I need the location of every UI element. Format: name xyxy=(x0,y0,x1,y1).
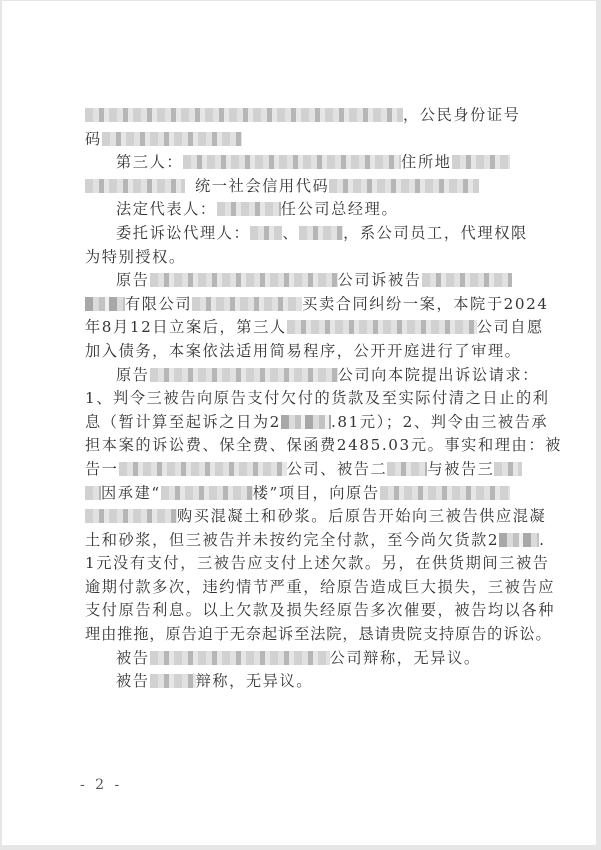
text-segment: 公司诉被告 xyxy=(337,271,422,290)
redacted-block xyxy=(422,273,512,287)
text-segment: 支付原告利息。以上欠款及损失经原告多次催要，被告均以各种 xyxy=(85,601,556,620)
line-body-21 xyxy=(85,576,556,600)
redacted-block xyxy=(150,674,196,688)
text-segment: 辩称，无异议。 xyxy=(195,672,314,691)
redacted-block xyxy=(161,486,253,500)
redacted-block xyxy=(85,509,177,523)
text-segment: 公司自愿 xyxy=(476,318,544,337)
text-segment: 有限公司 xyxy=(125,294,193,313)
line-procedure xyxy=(85,340,522,364)
text-segment: 被告 xyxy=(116,672,150,691)
line-case-intro xyxy=(85,269,522,293)
line-fees xyxy=(85,434,562,458)
redacted-block xyxy=(287,320,477,334)
redacted-block xyxy=(85,297,125,311)
text-segment: 加入债务，本案依法适用简易程序，公开开庭进行了审理。 xyxy=(85,341,522,360)
line-claim-1 xyxy=(85,387,550,411)
text-segment: 1、判令三被告向原告支付欠付的货款及至实际付清之日止的利 xyxy=(85,389,550,408)
text-segment: 担本案的诉讼费、保全费、保函费2485.03元。事实和理由：被 xyxy=(85,436,562,455)
page-number: - 2 - xyxy=(80,777,123,793)
line-case-type xyxy=(85,293,549,317)
text-segment: 第三人： xyxy=(116,153,184,172)
text-segment: . xyxy=(539,530,546,549)
redacted-block xyxy=(150,368,338,382)
redacted-amount xyxy=(281,415,331,429)
redacted-block xyxy=(119,462,287,476)
line-defendants xyxy=(85,458,522,482)
redacted-block xyxy=(494,462,522,476)
text-segment: 公司、被告二 xyxy=(286,459,388,478)
redacted-block xyxy=(150,651,330,665)
redacted-block xyxy=(250,226,282,240)
line-body-20 xyxy=(85,552,550,576)
redacted-block xyxy=(85,486,101,500)
text-segment: 任公司总经理。 xyxy=(280,200,399,219)
redacted-block xyxy=(192,297,302,311)
redacted-block xyxy=(387,462,427,476)
text-segment: 买卖合同纠纷一案，本院于2024 xyxy=(302,294,549,313)
text-segment: 理由推拖，原告迫于无奈起诉至法院，恳请贵院支持原告的诉讼。 xyxy=(85,625,552,644)
redacted-block xyxy=(329,179,479,193)
text-segment: 年8月12日立案后，第三人 xyxy=(85,318,287,337)
text-segment: ，公民身份证号 xyxy=(403,106,521,124)
text-segment: 因承建“ xyxy=(101,483,161,502)
redacted-block xyxy=(452,155,510,169)
text-segment: 息（暂计算至起诉之日为2 xyxy=(85,412,281,431)
text-segment: 原告 xyxy=(116,365,150,384)
document-page xyxy=(2,1,596,845)
line-agent xyxy=(85,222,528,246)
text-segment: 为特别授权。 xyxy=(85,247,186,266)
line-defense-2 xyxy=(85,670,522,694)
redacted-amount xyxy=(499,533,539,547)
line-authorization xyxy=(85,246,522,270)
text-segment: 法定代表人： xyxy=(116,200,217,219)
text-segment: 公司辩称，无异议。 xyxy=(329,648,481,667)
judgment-body xyxy=(85,104,562,694)
line-credit-code xyxy=(85,175,522,199)
line-body-23 xyxy=(85,623,552,647)
text-segment: 委托诉讼代理人： xyxy=(116,223,251,242)
text-segment: 、 xyxy=(282,223,300,242)
text-segment: 购买混凝土和砂浆。后原告开始向三被告供应混凝 xyxy=(177,507,547,526)
redacted-block xyxy=(150,273,338,287)
redacted-block xyxy=(102,132,242,146)
redacted-block xyxy=(217,202,281,216)
line-interest-amount xyxy=(85,411,549,435)
text-segment: 告一 xyxy=(85,459,119,478)
text-segment: 公司向本院提出诉讼请求： xyxy=(337,365,540,384)
line-project xyxy=(85,482,522,506)
text-segment: .81元）；2、判令由三被告承 xyxy=(330,412,549,431)
line-claims-intro xyxy=(85,364,540,388)
line-purchase xyxy=(85,505,547,529)
text-segment: 与被告三 xyxy=(427,459,495,478)
redacted-block xyxy=(85,179,185,193)
text-segment: ，系公司员工，代理权限 xyxy=(343,223,528,242)
text-segment: 住所地 xyxy=(401,153,452,172)
text-segment: 原告 xyxy=(116,271,150,290)
redacted-block xyxy=(85,108,403,122)
text-segment: 逾期付款多次，违约情节严重，给原告造成巨大损失，三被告应 xyxy=(85,577,556,596)
line-unpaid xyxy=(85,529,546,553)
line-party-id xyxy=(85,104,522,128)
line-id-number xyxy=(85,128,522,152)
text-segment: 楼”项目，向原告 xyxy=(252,483,380,502)
redacted-block xyxy=(299,226,343,240)
line-filing-date xyxy=(85,316,544,340)
line-third-party xyxy=(85,151,522,175)
text-segment: 被告 xyxy=(116,648,150,667)
text-segment: 码 xyxy=(85,129,102,148)
text-segment: 1元没有支付，三被告应支付上述欠款。另，在供货期间三被告 xyxy=(85,554,550,573)
text-segment: 土和砂浆，但三被告并未按约完全付款，至今尚欠货款2 xyxy=(85,530,500,549)
redacted-block xyxy=(380,486,510,500)
text-segment: 统一社会信用代码 xyxy=(195,176,330,195)
redacted-block xyxy=(183,155,401,169)
line-body-22 xyxy=(85,599,556,623)
line-legal-rep xyxy=(85,198,522,222)
line-defense-1 xyxy=(85,647,522,671)
